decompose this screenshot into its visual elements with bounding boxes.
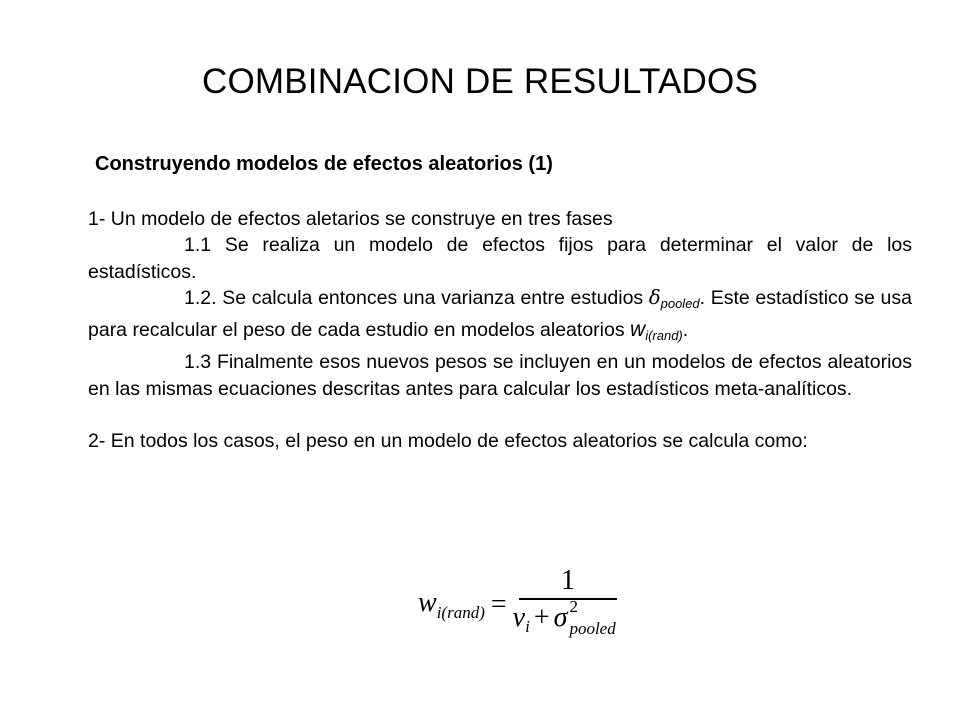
delta-symbol: δ	[648, 285, 661, 309]
paragraph-spacer	[88, 402, 912, 428]
step-2-text: 2- En todos los casos, el peso en un modelo de efectos aleatorios se calcula como:	[88, 430, 808, 453]
formula-lhs-subscript: i(rand)	[436, 602, 485, 622]
step-1-2-part-b: . Este estadístico se usa para recalcular el peso de cada estudio en modelos aleatorios	[88, 286, 912, 342]
formula-sigma-subscript: pooled	[569, 618, 616, 638]
step-1-2-part-a: 1.2. Se calcula entonces una varianza entre estudios	[184, 286, 649, 309]
formula-sigma-superscript: 2	[569, 596, 578, 616]
formula-v: v	[512, 601, 526, 633]
formula-fraction	[513, 566, 624, 644]
formula-sigma-indices	[567, 596, 623, 638]
slide-body	[88, 206, 912, 454]
formula-lhs	[418, 587, 485, 623]
step-1-3-text: 1.3 Finalmente esos nuevos pesos se incluyen en un modelos de efectos aleatorios en las mismas ecuaciones descritas antes para calcular los estadísticos meta-analíticos.	[88, 351, 912, 400]
formula-sigma: σ	[553, 601, 568, 633]
formula-denominator	[512, 596, 624, 644]
w-symbol: w	[630, 318, 646, 342]
formula-v-subscript: i	[525, 616, 530, 636]
step-1-1-text: 1.1 Se realiza un modelo de efectos fijos para determinar el valor de los estadísticos.	[88, 234, 912, 283]
w-subscript: i(rand)	[645, 328, 683, 344]
slide-title: COMBINACION DE RESULTADOS	[202, 62, 758, 101]
step-1-2-part-c: .	[682, 319, 689, 342]
formula-equals: =	[490, 588, 507, 620]
formula-plus: +	[533, 601, 550, 633]
slide-subtitle: Construyendo modelos de efectos aleatorios (1)	[95, 153, 553, 175]
formula-lhs-w: w	[418, 586, 437, 618]
formula-numerator: 1	[561, 565, 576, 596]
step-1-text: 1- Un modelo de efectos aletarios se construye en tres fases	[88, 208, 613, 230]
delta-subscript: pooled	[660, 295, 700, 311]
weight-formula	[418, 566, 623, 644]
step-1-2-text	[88, 285, 912, 350]
